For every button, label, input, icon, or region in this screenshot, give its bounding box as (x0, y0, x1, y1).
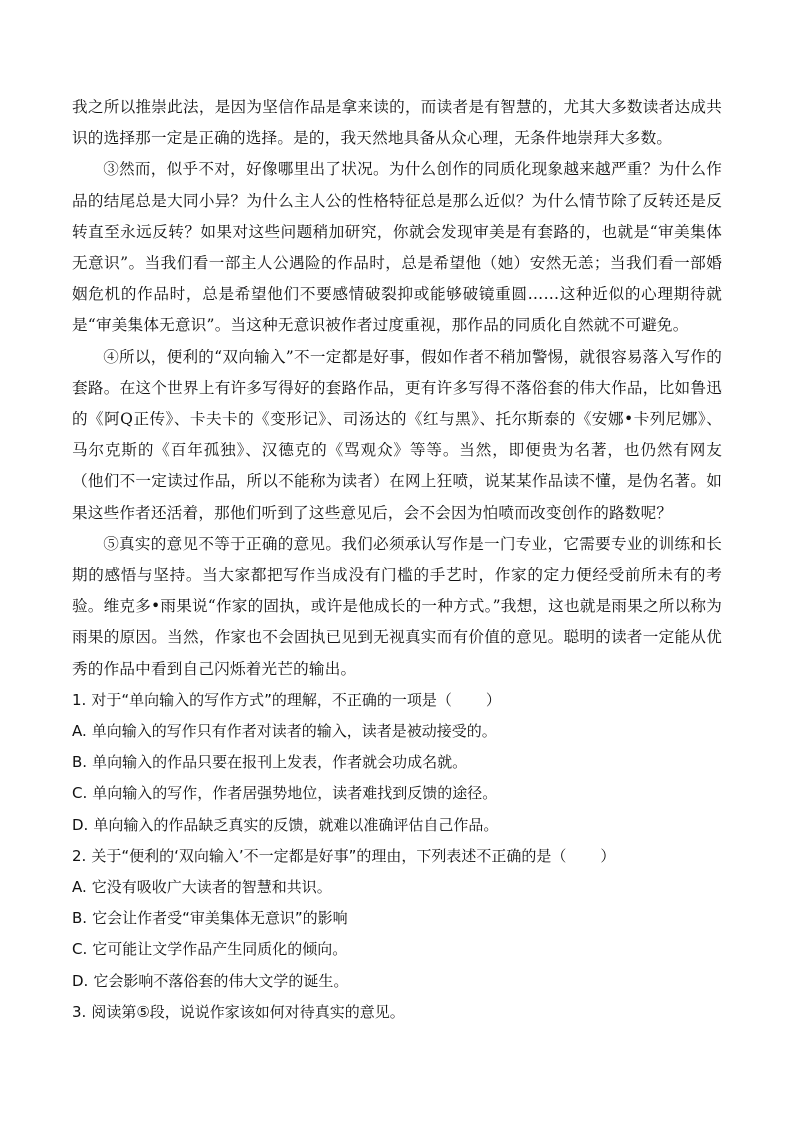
option-d (72, 966, 722, 997)
option-key: D. (72, 971, 89, 990)
option-a (72, 716, 722, 747)
question-number: 3. (72, 1002, 87, 1021)
option-text: 单向输入的写作，作者居强势地位，读者难找到反馈的途径。 (92, 784, 498, 803)
option-key: D. (72, 815, 89, 834)
question-2 (72, 841, 722, 997)
option-text: 它没有吸收广大读者的智慧和共识。 (91, 878, 332, 897)
passage-paragraph-2-end: 我之所以推崇此法，是因为坚信作品是拿来读的，而读者是有智慧的，尤其大多数读者达成共识的选择那一定是正确的选择。是的，我天然地具备从众心理，无条件地崇拜大多数。 (72, 98, 722, 148)
question-3 (72, 997, 722, 1028)
option-text: 它会影响不落俗套的伟大文学的诞生。 (93, 971, 349, 990)
option-text: 单向输入的作品缺乏真实的反馈，就难以准确评估自己作品。 (93, 815, 499, 834)
option-text: 单向输入的写作只有作者对读者的输入，读者是被动接受的。 (91, 722, 497, 741)
option-key: B. (72, 753, 88, 772)
question-stem (72, 841, 722, 872)
question-number: 1. (72, 690, 87, 709)
option-b (72, 747, 722, 778)
passage-paragraph-4: ④所以，便利的“双向输入”不一定都是好事，假如作者不稍加警惕，就很容易落入写作的套路。在这个世界上有许多写得好的套路作品，更有许多写得不落俗套的伟大作品，比如鲁迅的《阿Q正传》、卡夫卡的《变形记》、司汤达的《红与黑》、托尔斯泰的《安娜•卡列尼娜》、马尔克斯的《百年孤独》、汉德克的《骂观众》等等。当然，即便贵为名著，也仍然有网友（他们不一定读过作品，所以不能称为读者）在网上狂喷，说某某作品读不懂，是伪名著。如果这些作者还活着，那他们听到了这些意见后，会不会因为怕喷而改变创作的路数呢？ (72, 347, 722, 522)
question-list (72, 685, 722, 1028)
question-close-paren: ） (600, 846, 616, 865)
option-c (72, 778, 722, 809)
document-page (72, 92, 722, 1028)
option-d (72, 810, 722, 841)
question-text: 阅读第⑤段，说说作家该如何对待真实的意见。 (91, 1002, 405, 1021)
question-stem (72, 997, 722, 1028)
option-key: B. (72, 909, 88, 928)
option-key: A. (72, 722, 87, 741)
option-text: 它会让作者受“审美集体无意识”的影响 (92, 909, 348, 928)
question-text: 对于“单向输入的写作方式”的理解，不正确的一项是（ (91, 690, 452, 709)
question-close-paren: ） (485, 690, 501, 709)
question-text: 关于“便利的‘双向输入’不一定都是好事”的理由，下列表述不正确的是（ (91, 846, 567, 865)
option-c (72, 934, 722, 965)
option-b (72, 903, 722, 934)
option-text: 它可能让文学作品产生同质化的倾向。 (92, 940, 348, 959)
option-text: 单向输入的作品只要在报刊上发表，作者就会功成名就。 (92, 753, 468, 772)
option-key: A. (72, 878, 87, 897)
option-a (72, 872, 722, 903)
question-stem (72, 685, 722, 716)
question-number: 2. (72, 846, 87, 865)
option-key: C. (72, 784, 88, 803)
passage-paragraph-5: ⑤真实的意见不等于正确的意见。我们必须承认写作是一门专业，它需要专业的训练和长期的感悟与坚持。当大家都把写作当成没有门槛的手艺时，作家的定力便经受前所未有的考验。维克多•雨果说“作家的固执，或许是他成长的一种方式。”我想，这也就是雨果之所以称为雨果的原因。当然，作家也不会固执已见到无视真实而有价值的意见。聪明的读者一定能从优秀的作品中看到自己闪烁着光芒的输出。 (72, 534, 722, 678)
option-key: C. (72, 940, 88, 959)
passage (72, 92, 722, 685)
passage-paragraph-3: ③然而，似乎不对，好像哪里出了状况。为什么创作的同质化现象越来越严重？为什么作品的结尾总是大同小异？为什么主人公的性格特征总是那么近似？为什么情节除了反转还是反转直至永远反转？如果对这些问题稍加研究，你就会发现审美是有套路的，也就是“审美集体无意识”。当我们看一部主人公遇险的作品时，总是希望他（她）安然无恙；当我们看一部婚姻危机的作品时，总是希望他们不要感情破裂抑或能够破镜重圆……这种近似的心理期待就是“审美集体无意识”。当这种无意识被作者过度重视，那作品的同质化自然就不可避免。 (72, 160, 722, 335)
question-1 (72, 685, 722, 841)
